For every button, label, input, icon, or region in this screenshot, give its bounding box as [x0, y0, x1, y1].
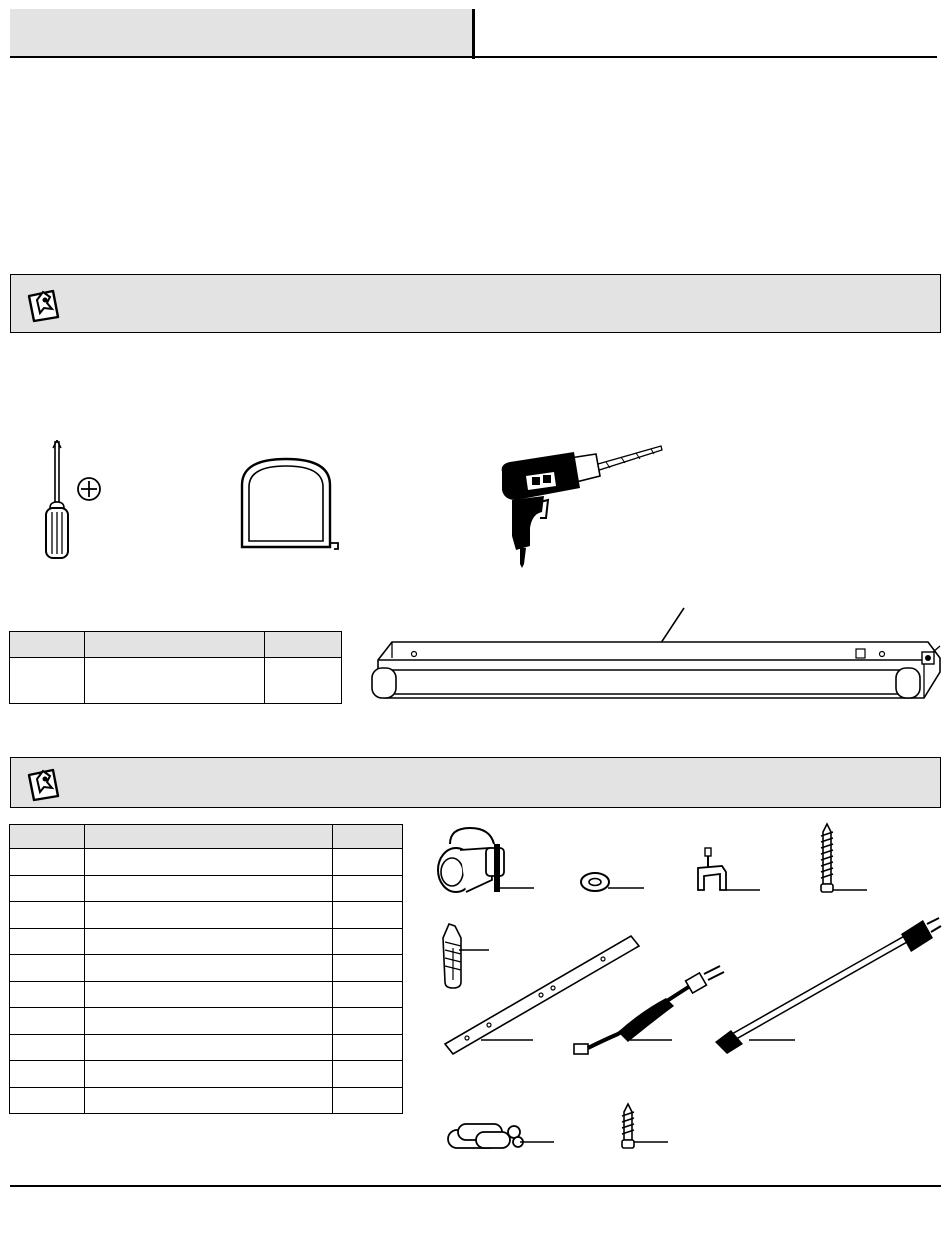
small-screw-icon [616, 1102, 670, 1154]
phillips-screwdriver-icon [38, 440, 108, 565]
power-drill-icon [496, 442, 666, 572]
note-box [10, 274, 941, 333]
note-pin-icon [23, 763, 63, 803]
table-row [10, 1034, 403, 1061]
package-contents-table [9, 631, 342, 704]
table-row [10, 1008, 403, 1035]
table-row [10, 981, 403, 1008]
linking-cord-icon [570, 962, 732, 1060]
power-cord-plug-icon [711, 916, 943, 1060]
table-cell [10, 658, 85, 704]
table-row [10, 849, 403, 876]
light-fixture-icon [368, 606, 944, 706]
tape-measure-icon [238, 455, 344, 551]
table-cell [265, 658, 342, 704]
table-header-cell [85, 825, 333, 849]
header-divider [472, 9, 475, 59]
note-box [10, 757, 941, 808]
table-row [10, 902, 403, 929]
table-row [10, 928, 403, 955]
table-row [10, 1061, 403, 1088]
wire-nuts-icon [444, 1116, 556, 1154]
table-row [10, 875, 403, 902]
table-row [10, 1087, 403, 1114]
table-header-cell [10, 825, 85, 849]
note-pin-icon [23, 284, 63, 324]
table-row [10, 658, 342, 704]
hardware-table [9, 824, 403, 1114]
cable-staple-icon [692, 846, 764, 896]
table-row [10, 955, 403, 982]
header-title-panel [10, 9, 472, 57]
table-header-cell [333, 825, 403, 849]
table-header-cell [265, 632, 342, 658]
wood-screw-icon [815, 822, 869, 896]
cable-clamp-connector-icon [430, 824, 540, 900]
header-rule [10, 56, 937, 58]
table-header-cell [10, 632, 85, 658]
table-header-cell [85, 632, 265, 658]
washer-icon [578, 868, 648, 896]
table-cell [85, 658, 265, 704]
footer-rule [10, 1185, 941, 1187]
